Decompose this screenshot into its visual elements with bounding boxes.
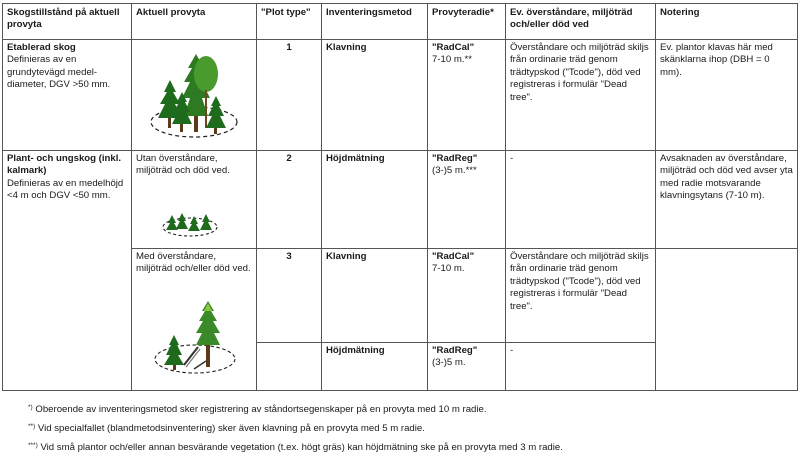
footnote-text: Oberoende av inventeringsmetod sker registrering av ståndortsegenskaper på en provyta med 10 m radie. bbox=[35, 404, 487, 415]
overstory-cell: - bbox=[506, 343, 656, 391]
radius-value: (3-)5 m.*** bbox=[432, 165, 477, 177]
forest-state-title: Plant- och ungskog (inkl. kalmark) bbox=[7, 153, 122, 177]
header-overstory: Ev. överståndare, miljöträd och/eller död ved bbox=[506, 4, 656, 40]
established-forest-illustration bbox=[144, 46, 244, 144]
plot-image-cell bbox=[132, 249, 257, 391]
inventory-method: Höjdmätning bbox=[322, 343, 428, 391]
plot-radius-cell bbox=[428, 249, 506, 343]
note-cell: Avsaknaden av överståndare, miljöträd och död ved avser yta med radie motsvarande klavningsytans (7-10 m). bbox=[656, 151, 798, 249]
inventory-method: Höjdmätning bbox=[322, 151, 428, 249]
radius-value: (3-)5 m. bbox=[432, 357, 466, 369]
header-row bbox=[3, 4, 798, 40]
footnote-mark: **) bbox=[28, 422, 36, 430]
header-inventory-method: Inventeringsmetod bbox=[322, 4, 428, 40]
plot-type-value: 1 bbox=[257, 40, 322, 151]
plot-description: Utan överståndare, miljöträd och död ved. bbox=[136, 153, 230, 177]
radius-name: "RadCal" bbox=[432, 251, 475, 262]
overstory-cell: Överståndare och miljöträd skiljs från ordinarie träd genom trädtypskod ("Tcode"), död ved registreras i formulär "Dead tree". bbox=[506, 249, 656, 343]
overstory-forest-illustration bbox=[150, 299, 240, 379]
inventory-method: Klavning bbox=[322, 249, 428, 343]
header-plot-radius: Provyteradie* bbox=[428, 4, 506, 40]
forest-state-cell bbox=[3, 40, 132, 151]
header-forest-state: Skogstillstånd på aktuell provyta bbox=[3, 4, 132, 40]
plot-image-cell bbox=[132, 151, 257, 249]
inventory-method: Klavning bbox=[322, 40, 428, 151]
young-forest-illustration bbox=[160, 209, 220, 239]
footnote-text: Vid små plantor och/eller annan besvärande vegetation (t.ex. högt gräs) kan höjdmätning ske på en provyta med 3 m radie. bbox=[40, 441, 563, 453]
radius-value: 7-10 m. bbox=[432, 263, 465, 275]
forest-state-table bbox=[2, 3, 798, 391]
note-cell bbox=[656, 249, 798, 391]
plot-image-cell bbox=[132, 40, 257, 151]
plot-type-value bbox=[257, 343, 322, 391]
plot-description: Med överståndare, miljöträd och/eller död ved. bbox=[136, 251, 251, 275]
header-note: Notering bbox=[656, 4, 798, 40]
footnote-mark: ***) bbox=[28, 441, 38, 449]
header-plot-type: "Plot type" bbox=[257, 4, 322, 40]
footnote-mark: *) bbox=[28, 404, 33, 411]
plot-radius-cell bbox=[428, 40, 506, 151]
forest-state-desc: Definieras av en grundytevägd medel-diameter, DGV >50 mm. bbox=[7, 54, 111, 91]
forest-state-desc: Definieras av en medelhöjd <4 m och DGV <50 mm. bbox=[7, 177, 124, 202]
footnote bbox=[28, 440, 563, 454]
table-row bbox=[3, 151, 798, 249]
plot-type-value: 3 bbox=[257, 249, 322, 343]
overstory-cell: - bbox=[506, 151, 656, 249]
table-row bbox=[3, 40, 798, 151]
radius-value: 7-10 m.** bbox=[432, 54, 472, 66]
radius-name: "RadReg" bbox=[432, 153, 478, 164]
header-current-plot: Aktuell provyta bbox=[132, 4, 257, 40]
footnotes bbox=[28, 402, 563, 458]
overstory-cell: Överståndare och miljöträd skiljs från ordinarie träd genom trädtypskod ("Tcode"), död ved registreras i formulär "Dead tree". bbox=[506, 40, 656, 151]
plot-radius-cell bbox=[428, 343, 506, 391]
note-cell: Ev. plantor klavas här med skänklarna ihop (DBH = 0 mm). bbox=[656, 40, 798, 151]
footnote bbox=[28, 421, 563, 435]
footnote bbox=[28, 402, 563, 416]
plot-type-value: 2 bbox=[257, 151, 322, 249]
radius-name: "RadCal" bbox=[432, 42, 475, 53]
plot-radius-cell bbox=[428, 151, 506, 249]
radius-name: "RadReg" bbox=[432, 345, 478, 356]
forest-state-title: Etablerad skog bbox=[7, 42, 76, 53]
footnote-text: Vid specialfallet (blandmetodsinventering) sker även klavning på en provyta med 5 m radie. bbox=[37, 422, 425, 434]
forest-state-cell bbox=[3, 151, 132, 391]
